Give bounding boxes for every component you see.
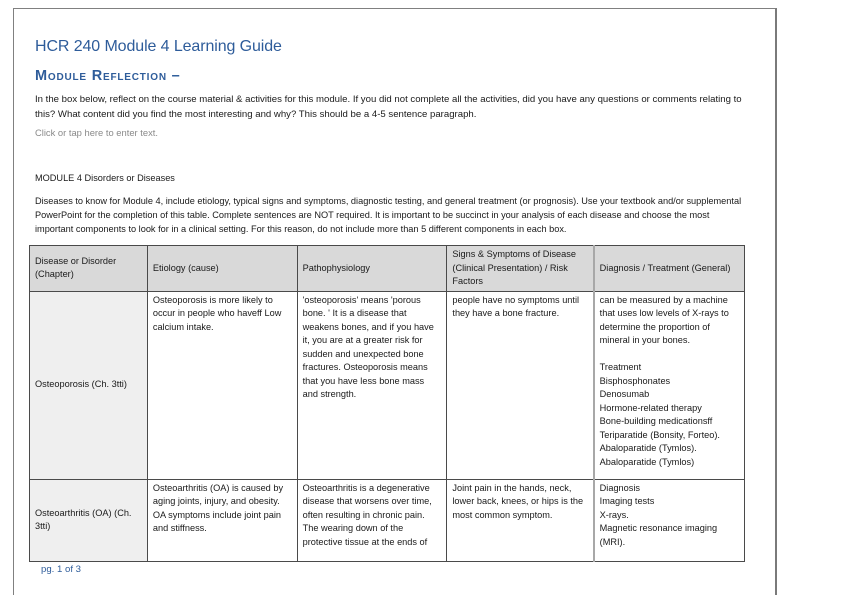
diagnosis-line: can be measured by a machine that uses low levels of X-rays to determine the proportion of mineral in your bones. (599, 294, 729, 345)
diagnosis-line: Hormone-related therapy (599, 402, 702, 413)
diagnosis-line: Diagnosis (599, 482, 640, 493)
signs-cell[interactable]: people have no symptoms until they have a bone fracture. (447, 291, 594, 479)
diagnosis-line: Bisphosphonates (599, 375, 671, 386)
diagnosis-line: Treatment (599, 362, 642, 372)
etiology-cell[interactable]: Osteoarthritis (OA) is caused by aging joints, injury, and obesity. OA symptoms include joint pain and stiffness. (147, 479, 297, 561)
blank-line (600, 348, 739, 362)
diagnosis-line: Bone-building medicationsff (599, 416, 713, 426)
header-pathophysiology: Pathophysiology (297, 246, 447, 292)
header-disease: Disease or Disorder (Chapter) (30, 246, 148, 292)
diagnosis-line: Denosumab (599, 389, 650, 399)
diagnosis-cell[interactable] (594, 291, 745, 479)
header-diagnosis-treatment: Diagnosis / Treatment (General) (594, 246, 745, 292)
header-signs-symptoms: Signs & Symptoms of Disease (Clinical Presentation) / Risk Factors (447, 246, 594, 292)
pathophysiology-cell[interactable]: Osteoarthritis is a degenerative disease that worsens over time, often resulting in chronic pain. The wearing down of the protective tissue at the ends of (297, 479, 447, 561)
document-title: HCR 240 Module 4 Learning Guide (35, 38, 282, 55)
section-heading-module-reflection: Module Reflection – (35, 68, 181, 84)
table-row (30, 291, 745, 479)
diagnosis-line: Teriparatide (Bonsity, Forteo). (599, 429, 720, 440)
diagnosis-line: X-rays. (599, 509, 629, 520)
etiology-cell[interactable]: Osteoporosis is more likely to occur in people who haveff Low calcium intake. (147, 291, 297, 479)
table-header-row (30, 246, 745, 292)
disease-cell[interactable]: Osteoarthritis (OA) (Ch. 3tti) (30, 479, 148, 561)
disease-table (29, 245, 745, 562)
diagnosis-line: Abaloparatide (Tymlos). (599, 443, 697, 453)
reflection-instructions: In the box below, reflect on the course material & activities for this module. If you did not complete all the activities, did you have any questions or comments relating to this? What content did you find the most interesting and why? This should be a 4-5 sentence paragraph. (35, 94, 742, 120)
table-row (30, 479, 745, 561)
header-etiology: Etiology (cause) (147, 246, 297, 292)
pathophysiology-cell[interactable]: 'osteoporosis' means 'porous bone. ' It is a disease that weakens bones, and if you have it, you are at a greater risk for sudden and unexpected bone fractures. Osteoporosis means that you have less bone mass and strength. (297, 291, 447, 479)
page-number: pg. 1 of 3 (41, 564, 82, 575)
diagnosis-line: Abaloparatide (Tymlos) (599, 456, 695, 467)
reflection-text-field[interactable]: Click or tap here to enter text. (35, 127, 158, 138)
diagnosis-cell[interactable] (594, 479, 745, 561)
diagnosis-line: Imaging tests (599, 496, 655, 506)
diagnosis-line: Magnetic resonance imaging (MRI). (599, 523, 718, 547)
table-instructions: Diseases to know for Module 4, include etiology, typical signs and symptoms, diagnostic testing, and general treatment (or prognosis). Use your textbook and/or supplemental PowerPoint for the completion of this table. Complete sentences are NOT required. It is important to be succinct in your analysis of each disease and choose the most important components to look for in a clinical setting. For this reason, do not include more than 5 different components in each box. (35, 196, 742, 234)
module-subheading: MODULE 4 Disorders or Diseases (35, 173, 175, 183)
signs-cell[interactable]: Joint pain in the hands, neck, lower back, knees, or hips is the most common symptom. (447, 479, 594, 561)
disease-cell[interactable]: Osteoporosis (Ch. 3tti) (30, 291, 148, 479)
